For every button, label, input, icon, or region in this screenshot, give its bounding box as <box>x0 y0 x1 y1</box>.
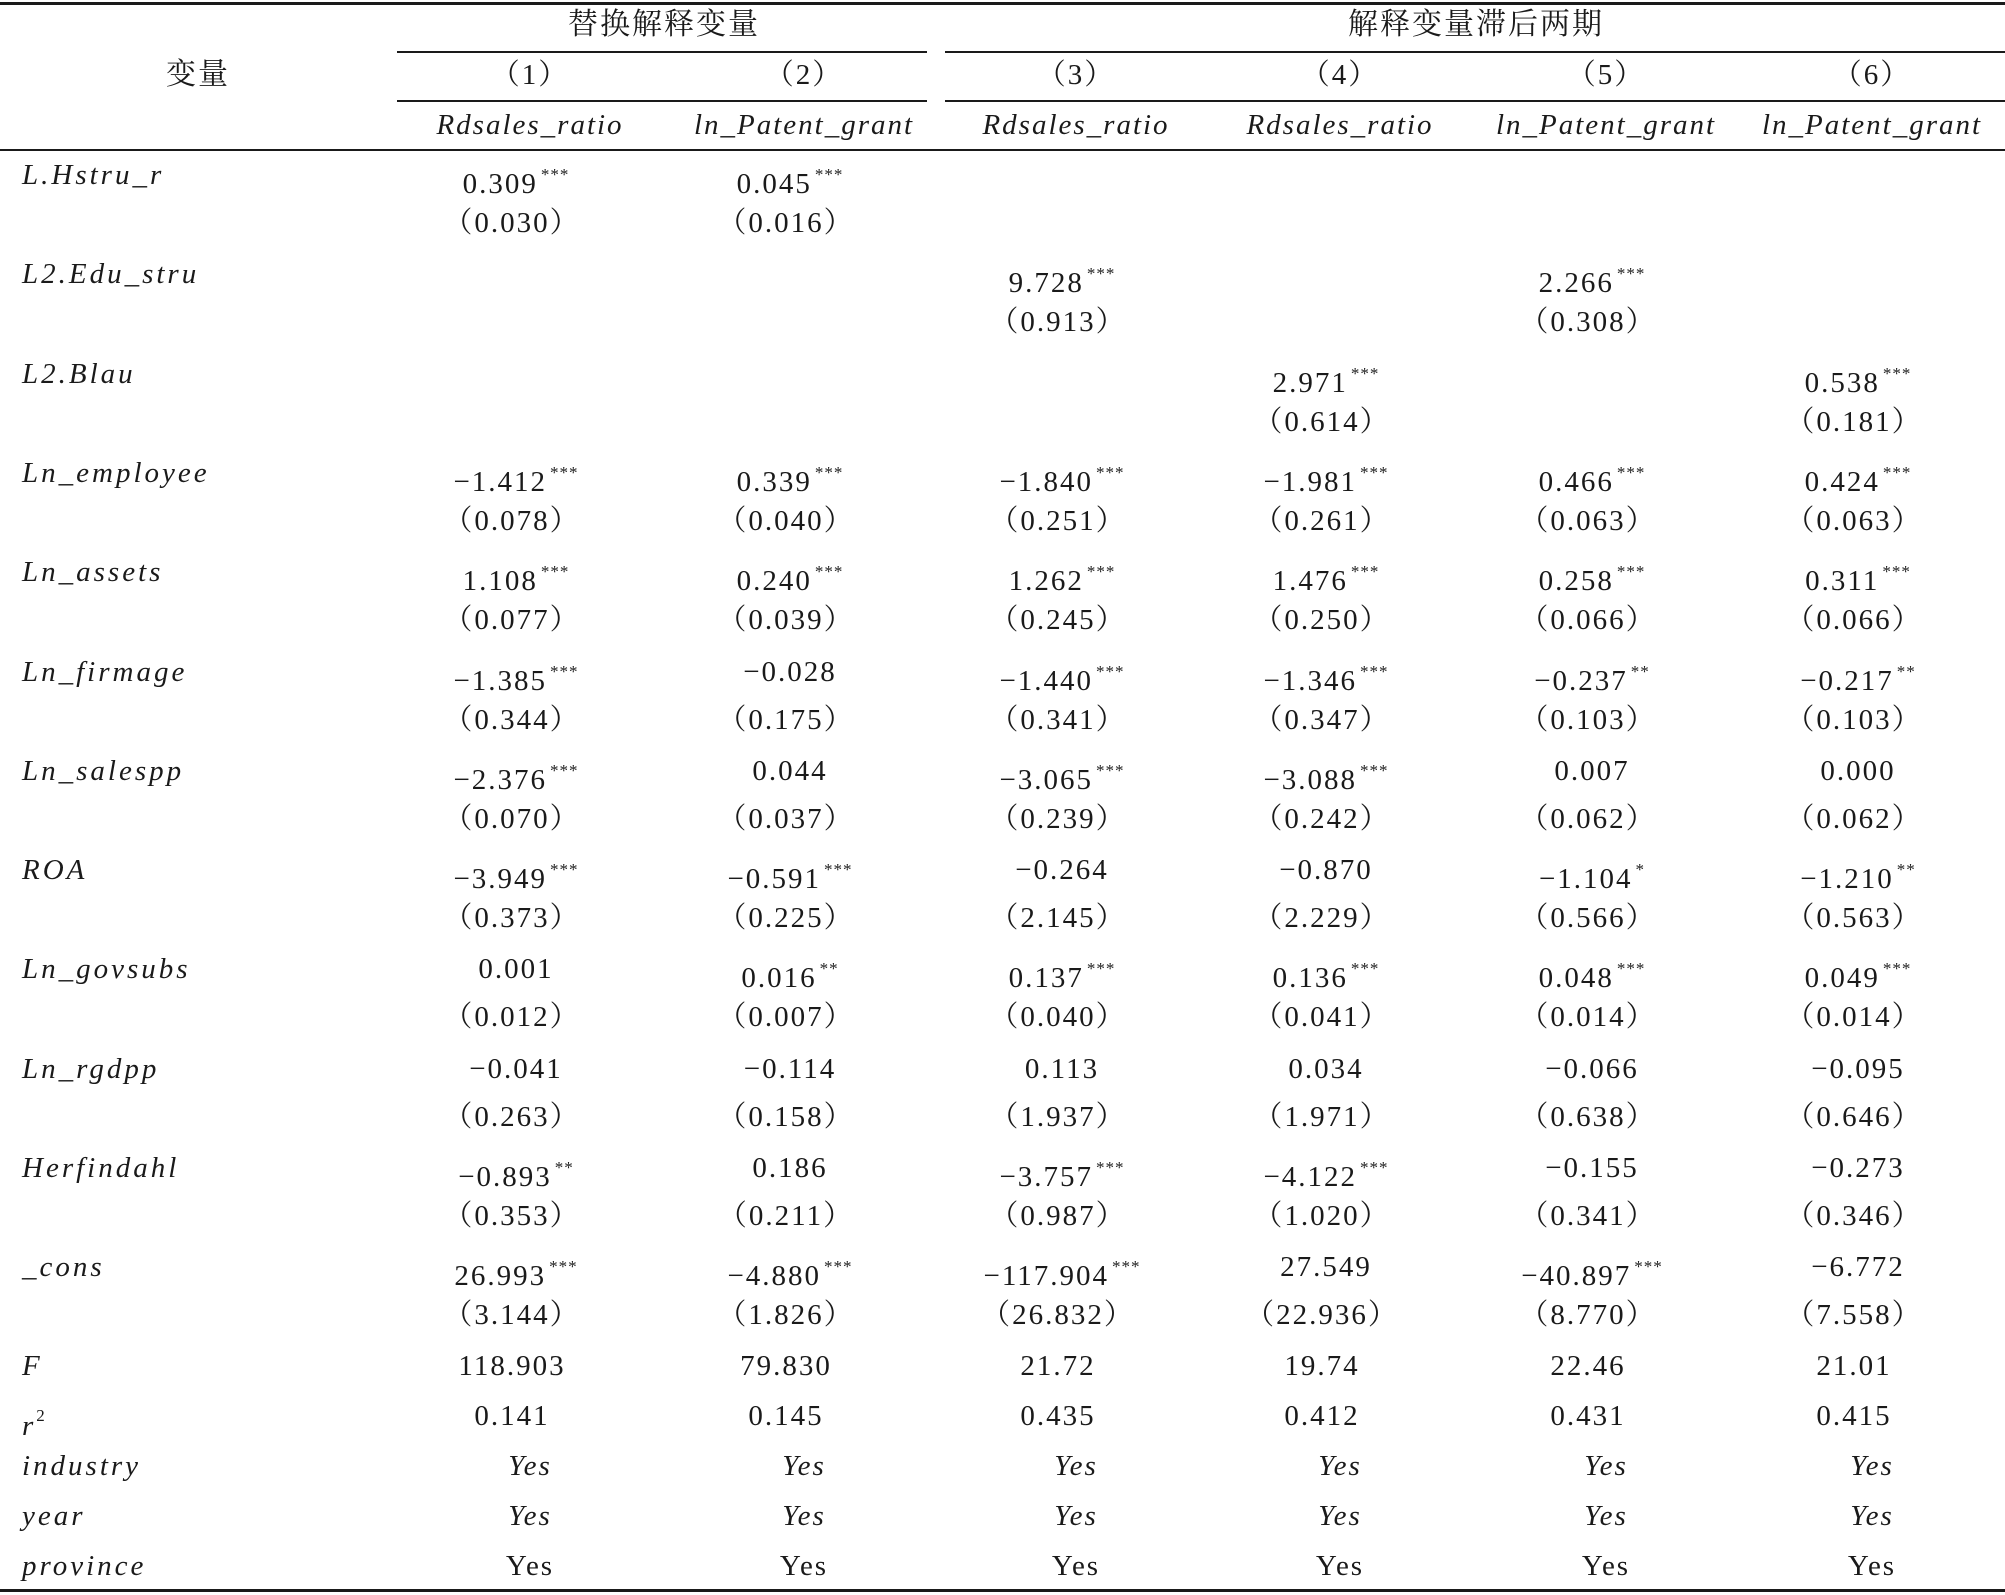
standard-error: （0.261） <box>1253 505 1391 537</box>
group-header-1: 替换解释变量 <box>568 7 760 42</box>
coefficient-number: −4.122 <box>1263 1161 1358 1193</box>
stat-value: 19.74 <box>1284 1350 1360 1382</box>
control-value: Yes <box>1051 1550 1101 1582</box>
coefficient-value <box>1273 952 1380 995</box>
standard-error: （0.039） <box>717 604 855 636</box>
coefficient-value <box>1273 555 1380 598</box>
significance-stars: *** <box>1882 463 1912 482</box>
coefficient-number: 0.311 <box>1805 565 1880 597</box>
coefficient-value <box>463 555 570 598</box>
control-value: Yes <box>1318 1450 1362 1482</box>
coefficient-number: −0.591 <box>727 863 822 895</box>
coefficient-value <box>1539 456 1646 499</box>
significance-stars: ** <box>819 959 839 978</box>
coefficient-number: 0.049 <box>1804 962 1880 994</box>
standard-error: （0.245） <box>989 604 1127 636</box>
coefficient-value <box>737 158 844 201</box>
standard-error: （0.242） <box>1253 803 1391 835</box>
coefficient-number: 0.044 <box>752 755 828 787</box>
variable-name: ROA <box>22 854 88 886</box>
coefficient-value <box>752 754 827 788</box>
coefficient-value <box>453 456 578 499</box>
standard-error: （3.144） <box>443 1299 581 1331</box>
dependent-variable-label: ln_Patent_grant <box>693 109 915 141</box>
standard-error: （0.341） <box>989 704 1127 736</box>
significance-stars: *** <box>1096 1158 1125 1177</box>
standard-error: （1.020） <box>1253 1200 1391 1232</box>
coefficient-number: 0.240 <box>736 565 812 597</box>
coefficient-value <box>1279 853 1373 887</box>
variable-name: _cons <box>22 1251 105 1283</box>
coefficient-value <box>999 456 1124 499</box>
coefficient-value <box>1263 1151 1388 1194</box>
standard-error: （0.566） <box>1519 902 1657 934</box>
significance-stars: *** <box>550 860 579 879</box>
coefficient-value <box>743 655 837 689</box>
coefficient-number: −1.440 <box>999 665 1094 697</box>
standard-error: （0.308） <box>1519 306 1657 338</box>
standard-error: （0.913） <box>989 306 1127 338</box>
coefficient-number: 0.424 <box>1804 466 1880 498</box>
standard-error: （0.016） <box>717 207 855 239</box>
significance-stars: *** <box>1086 959 1116 978</box>
significance-stars: *** <box>1360 463 1389 482</box>
standard-error: （0.263） <box>443 1101 581 1133</box>
coefficient-number: 0.309 <box>462 168 538 200</box>
group-header-2: 解释变量滞后两期 <box>1348 7 1604 42</box>
dependent-variable-label: Rdsales_ratio <box>982 109 1170 141</box>
coefficient-number: 0.339 <box>736 466 812 498</box>
control-value: Yes <box>1584 1450 1628 1482</box>
coefficient-value <box>1800 655 1916 698</box>
standard-error: （0.030） <box>443 207 581 239</box>
coefficient-value <box>1263 655 1388 698</box>
coefficient-value <box>478 952 553 986</box>
standard-error: （0.341） <box>1519 1200 1657 1232</box>
coefficient-value <box>999 754 1124 797</box>
coefficient-value <box>744 1052 837 1086</box>
significance-stars: ** <box>554 1158 574 1177</box>
stat-value: 118.903 <box>458 1350 566 1382</box>
standard-error: （0.175） <box>717 704 855 736</box>
coefficient-number: −0.066 <box>1545 1053 1639 1085</box>
significance-stars: *** <box>1096 662 1125 681</box>
standard-error: （0.250） <box>1253 604 1391 636</box>
variable-name: Ln_firmage <box>22 656 188 688</box>
control-value: Yes <box>1318 1500 1362 1532</box>
standard-error: （1.971） <box>1253 1101 1391 1133</box>
stat-value: 79.830 <box>740 1350 832 1382</box>
significance-stars: *** <box>1882 959 1912 978</box>
coefficient-number: 0.137 <box>1008 962 1084 994</box>
standard-error: （7.558） <box>1785 1299 1923 1331</box>
coefficient-number: −0.273 <box>1811 1152 1905 1184</box>
variable-name: Ln_employee <box>22 457 210 489</box>
coefficient-number: −2.376 <box>453 764 548 796</box>
stat-value: 0.431 <box>1550 1400 1626 1432</box>
stat-name: F <box>22 1350 43 1382</box>
variable-header: 变量 <box>166 57 230 92</box>
standard-error: （22.936） <box>1245 1299 1399 1331</box>
stat-value: 0.145 <box>748 1400 824 1432</box>
stat-label <box>22 1349 43 1383</box>
significance-stars: *** <box>550 662 579 681</box>
standard-error: （0.251） <box>989 505 1127 537</box>
standard-error: （0.158） <box>717 1101 855 1133</box>
standard-error: （0.062） <box>1519 803 1657 835</box>
standard-error: （0.063） <box>1785 505 1923 537</box>
significance-stars: *** <box>814 165 844 184</box>
standard-error: （0.103） <box>1785 704 1923 736</box>
standard-error: （0.040） <box>989 1001 1127 1033</box>
coefficient-number: 0.136 <box>1272 962 1348 994</box>
coefficient-number: 26.993 <box>454 1260 547 1292</box>
standard-error: （0.638） <box>1519 1101 1657 1133</box>
coefficient-number: −0.217 <box>1800 665 1894 697</box>
coefficient-value <box>752 1151 827 1185</box>
coefficient-number: −3.949 <box>453 863 548 895</box>
coefficient-number: −4.880 <box>727 1260 822 1292</box>
standard-error: （0.181） <box>1785 406 1923 438</box>
coefficient-number: 2.266 <box>1538 267 1614 299</box>
stat-value: 21.72 <box>1020 1350 1096 1382</box>
control-label: industry <box>22 1450 142 1482</box>
coefficient-number: −0.870 <box>1279 854 1373 886</box>
significance-stars: *** <box>1360 1158 1389 1177</box>
coefficient-value <box>727 1250 852 1293</box>
coefficient-number: 1.262 <box>1008 565 1084 597</box>
coefficient-number: 1.476 <box>1272 565 1348 597</box>
coefficient-number: −3.757 <box>999 1161 1094 1193</box>
standard-error: （2.145） <box>989 902 1127 934</box>
stat-value: 22.46 <box>1550 1350 1626 1382</box>
control-value: Yes <box>1054 1450 1098 1482</box>
standard-error: （1.826） <box>717 1299 855 1331</box>
coefficient-number: −0.155 <box>1545 1152 1639 1184</box>
coefficient-number: −1.840 <box>999 466 1094 498</box>
column-number: （2） <box>764 59 844 91</box>
standard-error: （0.346） <box>1785 1200 1923 1232</box>
control-value: Yes <box>508 1450 552 1482</box>
standard-error: （0.012） <box>443 1001 581 1033</box>
variable-name: Herfindahl <box>22 1152 180 1184</box>
standard-error: （0.563） <box>1785 902 1923 934</box>
standard-error: （0.040） <box>717 505 855 537</box>
coefficient-number: 0.538 <box>1804 367 1880 399</box>
dependent-variable-label: ln_Patent_grant <box>1495 109 1717 141</box>
significance-stars: ** <box>1630 662 1650 681</box>
column-number: （6） <box>1832 59 1912 91</box>
standard-error: （0.014） <box>1785 1001 1923 1033</box>
control-value: Yes <box>508 1500 552 1532</box>
stat-superscript: 2 <box>36 1406 48 1425</box>
coefficient-value <box>1521 1250 1663 1293</box>
standard-error: （26.832） <box>981 1299 1135 1331</box>
significance-stars: *** <box>1086 264 1116 283</box>
coefficient-number: 0.466 <box>1538 466 1614 498</box>
coefficient-value <box>1805 357 1912 400</box>
coefficient-value <box>1554 754 1629 788</box>
stat-value: 0.412 <box>1284 1400 1360 1432</box>
coefficient-value <box>1009 952 1116 995</box>
coefficient-value <box>458 1151 574 1194</box>
colnum-underline-1 <box>397 100 927 102</box>
variable-name: Ln_govsubs <box>22 953 191 985</box>
stat-label <box>22 1399 48 1443</box>
coefficient-value <box>1539 853 1645 896</box>
coefficient-value <box>1009 555 1116 598</box>
standard-error: （0.063） <box>1519 505 1657 537</box>
coefficient-number: 0.034 <box>1288 1053 1364 1085</box>
significance-stars: *** <box>1616 959 1646 978</box>
dependent-variable-label: Rdsales_ratio <box>1246 109 1434 141</box>
colnum-underline-2 <box>945 100 2005 102</box>
significance-stars: *** <box>1360 662 1389 681</box>
coefficient-value <box>1015 853 1109 887</box>
coefficient-number: 9.728 <box>1008 267 1084 299</box>
significance-stars: *** <box>540 165 570 184</box>
significance-stars: *** <box>540 562 570 581</box>
column-number: （4） <box>1300 59 1380 91</box>
control-value: Yes <box>782 1500 826 1532</box>
control-value: Yes <box>1584 1500 1628 1532</box>
standard-error: （0.066） <box>1785 604 1923 636</box>
significance-stars: *** <box>1350 562 1380 581</box>
coefficient-value <box>1263 456 1388 499</box>
variable-name: L2.Edu_stru <box>22 258 200 290</box>
coefficient-number: −0.237 <box>1534 665 1628 697</box>
standard-error: （0.041） <box>1253 1001 1391 1033</box>
coefficient-number: −1.412 <box>453 466 548 498</box>
coefficient-value <box>727 853 852 896</box>
coefficient-number: 0.048 <box>1538 962 1614 994</box>
bottom-rule <box>0 1589 2005 1592</box>
coefficient-number: −0.893 <box>458 1161 552 1193</box>
significance-stars: *** <box>1882 562 1911 581</box>
coefficient-value <box>453 853 578 896</box>
coefficient-number: 0.258 <box>1538 565 1614 597</box>
control-value: Yes <box>1850 1450 1894 1482</box>
coefficient-value <box>1545 1052 1639 1086</box>
coefficient-value <box>1009 257 1116 300</box>
coefficient-number: −0.264 <box>1015 854 1109 886</box>
significance-stars: *** <box>1096 761 1125 780</box>
coefficient-number: 0.016 <box>741 962 817 994</box>
coefficient-number: 0.045 <box>736 168 812 200</box>
standard-error: （0.062） <box>1785 803 1923 835</box>
coefficient-number: 2.971 <box>1272 367 1348 399</box>
control-value: Yes <box>505 1550 555 1582</box>
standard-error: （0.353） <box>443 1200 581 1232</box>
coefficient-number: −1.104 <box>1538 863 1633 895</box>
coefficient-number: −117.904 <box>983 1260 1110 1292</box>
standard-error: （0.987） <box>989 1200 1127 1232</box>
significance-stars: *** <box>814 463 844 482</box>
coefficient-value <box>983 1250 1140 1293</box>
coefficient-value <box>463 158 570 201</box>
control-value: Yes <box>1581 1550 1631 1582</box>
significance-stars: ** <box>1896 662 1916 681</box>
standard-error: （0.225） <box>717 902 855 934</box>
control-label: year <box>22 1500 86 1532</box>
significance-stars: *** <box>814 562 844 581</box>
variable-name: L.Hstru_r <box>22 159 165 191</box>
coefficient-number: −1.210 <box>1800 863 1894 895</box>
variable-name: L2.Blau <box>22 358 136 390</box>
coefficient-value <box>741 952 838 995</box>
coefficient-number: 0.186 <box>752 1152 828 1184</box>
significance-stars: *** <box>549 1257 578 1276</box>
coefficient-value <box>1539 555 1646 598</box>
variable-name: Ln_salespp <box>22 755 185 787</box>
coefficient-value <box>1288 1052 1363 1086</box>
significance-stars: *** <box>1616 562 1646 581</box>
coefficient-value <box>1811 1250 1905 1284</box>
standard-error: （0.614） <box>1253 406 1391 438</box>
control-value: Yes <box>1847 1550 1897 1582</box>
coefficient-number: 1.108 <box>462 565 538 597</box>
coefficient-number: −0.028 <box>743 656 837 688</box>
coefficient-value <box>1545 1151 1639 1185</box>
coefficient-value <box>1539 952 1646 995</box>
coefficient-value <box>1820 754 1895 788</box>
coefficient-value <box>469 1052 563 1086</box>
column-number: （5） <box>1566 59 1646 91</box>
coefficient-number: −0.114 <box>743 1053 837 1085</box>
coefficient-value <box>1534 655 1650 698</box>
standard-error: （8.770） <box>1519 1299 1657 1331</box>
standard-error: （0.066） <box>1519 604 1657 636</box>
dependent-variable-label: ln_Patent_grant <box>1761 109 1983 141</box>
coefficient-value <box>1811 1052 1905 1086</box>
standard-error: （1.937） <box>989 1101 1127 1133</box>
coefficient-value <box>453 754 578 797</box>
control-value: Yes <box>1315 1550 1365 1582</box>
significance-stars: *** <box>824 1257 853 1276</box>
coefficient-value <box>999 1151 1124 1194</box>
coefficient-number: −6.772 <box>1811 1251 1905 1283</box>
header-bottom-rule <box>0 149 2005 151</box>
coefficient-value <box>999 655 1124 698</box>
coefficient-value <box>1273 357 1380 400</box>
coefficient-number: −3.088 <box>1263 764 1358 796</box>
top-rule <box>0 2 2005 5</box>
group-1-underline <box>397 51 927 53</box>
standard-error: （0.070） <box>443 803 581 835</box>
significance-stars: *** <box>1096 463 1125 482</box>
stat-value: 0.415 <box>1816 1400 1892 1432</box>
standard-error: （0.373） <box>443 902 581 934</box>
standard-error: （0.347） <box>1253 704 1391 736</box>
stat-value: 0.141 <box>474 1400 550 1432</box>
coefficient-value <box>737 555 844 598</box>
coefficient-value <box>1800 853 1916 896</box>
standard-error: （0.103） <box>1519 704 1657 736</box>
significance-stars: * <box>1635 860 1646 879</box>
standard-error: （0.077） <box>443 604 581 636</box>
significance-stars: *** <box>1634 1257 1663 1276</box>
coefficient-number: 0.001 <box>478 953 554 985</box>
coefficient-number: 0.000 <box>1820 755 1896 787</box>
standard-error: （0.014） <box>1519 1001 1657 1033</box>
coefficient-number: −0.095 <box>1811 1053 1905 1085</box>
coefficient-value <box>1263 754 1388 797</box>
significance-stars: *** <box>824 860 853 879</box>
coefficient-value <box>1805 456 1912 499</box>
coefficient-value <box>454 1250 577 1293</box>
variable-name: Ln_assets <box>22 556 164 588</box>
coefficient-value <box>453 655 578 698</box>
standard-error: （0.078） <box>443 505 581 537</box>
coefficient-value <box>1539 257 1646 300</box>
significance-stars: *** <box>550 761 579 780</box>
variable-name: Ln_rgdpp <box>22 1053 160 1085</box>
column-number: （3） <box>1036 59 1116 91</box>
coefficient-number: 0.113 <box>1024 1053 1100 1085</box>
standard-error: （0.646） <box>1785 1101 1923 1133</box>
significance-stars: *** <box>550 463 579 482</box>
coefficient-value <box>1025 1052 1099 1086</box>
control-label: province <box>22 1550 147 1582</box>
significance-stars: *** <box>1360 761 1389 780</box>
stat-value: 0.435 <box>1020 1400 1096 1432</box>
significance-stars: ** <box>1896 860 1916 879</box>
standard-error: （0.037） <box>717 803 855 835</box>
coefficient-value <box>1805 952 1912 995</box>
coefficient-value <box>1280 1250 1372 1284</box>
standard-error: （0.344） <box>443 704 581 736</box>
control-value: Yes <box>782 1450 826 1482</box>
coefficient-number: −1.385 <box>453 665 548 697</box>
coefficient-number: 27.549 <box>1280 1251 1372 1283</box>
control-value: Yes <box>1054 1500 1098 1532</box>
column-number: （1） <box>490 59 570 91</box>
stat-value: 21.01 <box>1816 1350 1892 1382</box>
coefficient-number: 0.007 <box>1554 755 1630 787</box>
significance-stars: *** <box>1112 1257 1141 1276</box>
standard-error: （2.229） <box>1253 902 1391 934</box>
significance-stars: *** <box>1882 364 1912 383</box>
standard-error: （0.007） <box>717 1001 855 1033</box>
standard-error: （0.211） <box>717 1200 855 1232</box>
control-value: Yes <box>1850 1500 1894 1532</box>
coefficient-value <box>1811 1151 1905 1185</box>
coefficient-number: −40.897 <box>1521 1260 1632 1292</box>
significance-stars: *** <box>1616 463 1646 482</box>
control-value: Yes <box>779 1550 829 1582</box>
coefficient-value <box>737 456 844 499</box>
coefficient-number: −3.065 <box>999 764 1094 796</box>
coefficient-value <box>1805 555 1911 598</box>
group-2-underline <box>945 51 2005 53</box>
standard-error: （0.239） <box>989 803 1127 835</box>
coefficient-number: −0.041 <box>469 1053 563 1085</box>
significance-stars: *** <box>1350 959 1380 978</box>
coefficient-number: −1.346 <box>1263 665 1358 697</box>
dependent-variable-label: Rdsales_ratio <box>436 109 624 141</box>
significance-stars: *** <box>1350 364 1380 383</box>
coefficient-number: −1.981 <box>1263 466 1358 498</box>
stat-name: r <box>22 1410 37 1442</box>
significance-stars: *** <box>1086 562 1116 581</box>
significance-stars: *** <box>1616 264 1646 283</box>
